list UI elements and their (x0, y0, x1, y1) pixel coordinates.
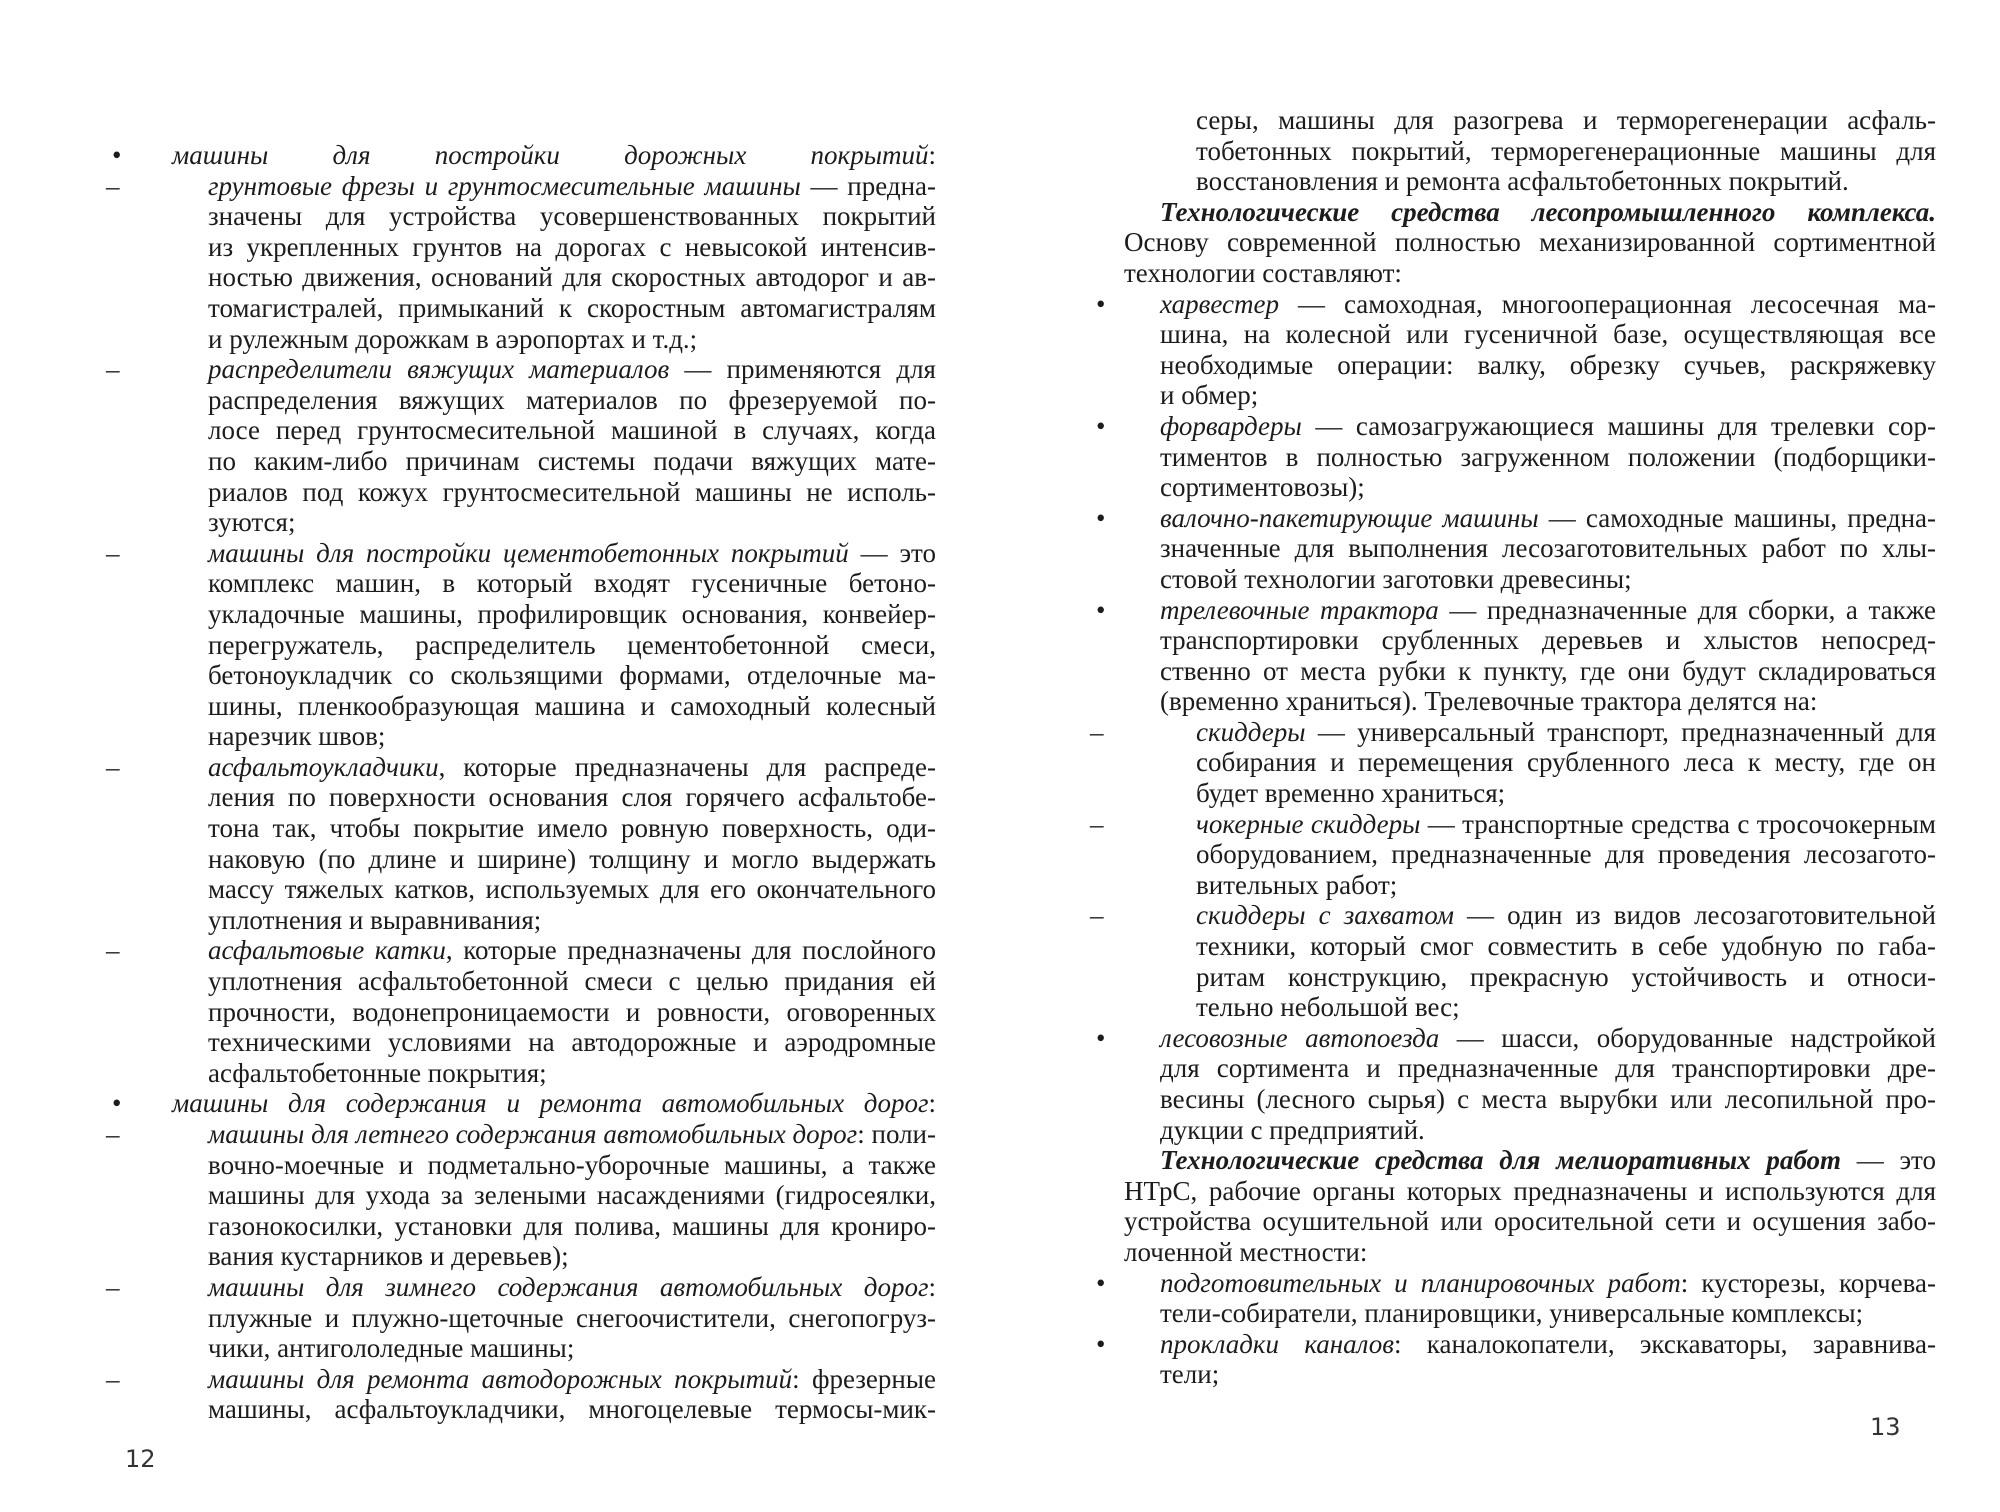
body-text: и обмер; (1160, 380, 1259, 411)
body-text: массу тяжелых катков, используемых для его окончательного (208, 874, 936, 905)
text-line (140, 874, 936, 905)
body-text: восстановления и ремонта асфальтобетонных покрытий. (1196, 166, 1849, 197)
body-text: серы, машины для разогрева и терморегенерации асфаль- (1196, 105, 1936, 135)
emphasis-text: подготовительных и планировочных работ (1160, 1267, 1681, 1298)
text-line (1124, 197, 1936, 228)
text-line (1124, 992, 1936, 1023)
text-line (1124, 380, 1936, 411)
emphasis-text: грунтовые фрезы и грунтосмесительные машины (208, 170, 801, 201)
body-text: лоченной местности: (1124, 1236, 1368, 1267)
text-line (1124, 1176, 1936, 1207)
body-text: дукции с предприятий. (1160, 1114, 1425, 1145)
dash-marker: – (1090, 808, 1104, 839)
dash-marker: – (1090, 716, 1104, 747)
body-text: тели-собиратели, планировщики, универсальные комплексы; (1160, 1298, 1864, 1329)
text-line (140, 1150, 936, 1181)
body-text: плужные и плужно-щеточные снегоочистители, снегопогруз- (208, 1302, 936, 1333)
page-number-left: 12 (125, 1445, 156, 1473)
body-text: сортиментовозы); (1160, 472, 1365, 503)
text-line (1124, 1359, 1936, 1390)
body-text: весины (лесного сырья) с места вырубки или лесопильной про- (1160, 1084, 1936, 1114)
body-text: ления по поверхности основания слоя горячего асфальтобе- (208, 782, 936, 813)
text-line (1124, 1206, 1936, 1237)
text-line (1124, 564, 1936, 595)
text-line (1124, 931, 1936, 962)
text-line (140, 1333, 936, 1364)
text-line (1096, 288, 1936, 320)
body-text: и рулежным дорожкам в аэропортах и т.д.; (208, 323, 698, 354)
body-text: значенные для выполнения лесозаготовительных работ по хлы- (1160, 533, 1936, 564)
text-line (1124, 442, 1936, 473)
text-line (140, 568, 936, 599)
emphasis-text: машины для постройки цементобетонных покрытий (208, 537, 849, 568)
body-text: : фрезерные (792, 1363, 936, 1394)
body-text: — самоходная, многооперационная лесосечная ма- (1278, 288, 1936, 319)
text-line (1096, 502, 1937, 534)
body-text: чики, антигололедные машины; (208, 1333, 575, 1364)
emphasis-text: валочно-пакетирующие машины (1160, 502, 1539, 533)
body-text: : кусторезы, корчева- (1680, 1267, 1936, 1298)
text-line (140, 1211, 936, 1242)
body-text: вочно-моечные и подметально-уборочные машины, а также (208, 1149, 936, 1180)
body-text: ритам конструкцию, прекрасную устойчивость и относи- (1196, 961, 1936, 992)
right-page (1000, 0, 2000, 1512)
body-text: (временно храниться). Трелевочные трактора делятся на: (1160, 686, 1818, 717)
text-line (112, 140, 936, 171)
body-text: тели; (1160, 1359, 1220, 1390)
text-line (1124, 686, 1936, 717)
body-text: ностью движения, оснований для скоростных автодорог и ав- (208, 262, 936, 293)
body-text: машины, асфальтоукладчики, многоцелевые термосы-мик- (208, 1394, 936, 1425)
bullet-marker: • (1096, 594, 1106, 625)
text-line (106, 354, 936, 385)
body-text: Основу современной полностью механизированной сортиментной (1124, 227, 1936, 258)
emphasis-text: харвестер (1160, 288, 1279, 319)
text-line (1124, 1084, 1936, 1115)
text-line (1124, 656, 1936, 687)
body-text: техническими условиями на автодорожные и аэродромные (208, 1027, 936, 1058)
body-text: риалов под кожух грунтосмесительной машины не исполь- (208, 476, 936, 507)
text-line (106, 1363, 936, 1395)
text-line (140, 844, 936, 875)
bullet-marker: • (1096, 502, 1106, 533)
body-text: — это (848, 537, 936, 568)
emphasis-text: форвардеры (1160, 410, 1302, 441)
text-line (1124, 227, 1936, 258)
body-text: уплотнения и выравнивания; (208, 904, 542, 935)
body-text: асфальтобетонные покрытия; (208, 1057, 547, 1088)
body-text: : поли- (857, 1119, 936, 1149)
body-text: — применяются для (669, 354, 936, 385)
text-line (140, 1027, 936, 1058)
body-text: , которые предназначены для послойного (445, 935, 937, 966)
emphasis-text: Технологические средства лесопромышленного комплекса. (1160, 196, 1936, 227)
text-line (140, 477, 936, 508)
text-line (140, 905, 936, 936)
body-text: : (928, 140, 936, 170)
left-page-text (106, 140, 937, 1425)
body-text: уплотнения асфальтобетонной смеси с целью придания ей (208, 966, 936, 997)
body-text: тобетонных покрытий, терморегенерационные машины для (1196, 135, 1936, 166)
text-line (1090, 808, 1937, 840)
text-line (140, 1241, 936, 1272)
bullet-marker: • (112, 1088, 122, 1119)
body-text: вания кустарников и деревьев); (208, 1241, 569, 1272)
dash-marker: – (106, 751, 120, 782)
body-text: : каналокопатели, экскаваторы, заравнива- (1394, 1328, 1936, 1359)
body-text: шина, на колесной или гусеничной базе, осуществляющая все (1160, 319, 1936, 350)
body-text: — предназначенные для сборки, а также (1438, 594, 1936, 625)
text-line (106, 1271, 936, 1303)
body-text: нарезчик швов; (208, 721, 386, 752)
emphasis-text: трелевочные трактора (1160, 594, 1439, 625)
emphasis-text: прокладки каналов (1160, 1328, 1395, 1359)
text-line (140, 415, 936, 446)
text-line (1124, 1115, 1936, 1146)
body-text: по каким-либо причинам системы подачи вяжущих мате- (208, 445, 936, 476)
body-text: вительных работ; (1196, 869, 1398, 900)
body-text: шины, пленкообразующая машина и самоходный колесный (208, 690, 936, 721)
body-text: тиментов в полностью загруженном положении (подборщики- (1160, 441, 1936, 472)
text-line (140, 385, 936, 416)
body-text: для сортимента и предназначенные для транспортировки дре- (1160, 1053, 1936, 1084)
body-text: укладочные машины, профилировщик основания, конвейер- (208, 598, 936, 629)
text-line (140, 446, 936, 477)
text-line (1124, 350, 1936, 381)
text-line (140, 813, 936, 844)
text-line (1124, 319, 1936, 350)
bullet-marker: • (1096, 1267, 1106, 1298)
text-line (140, 232, 936, 263)
bullet-marker: • (1096, 1328, 1106, 1359)
text-line (1124, 472, 1936, 503)
body-text: тона так, чтобы покрытие имело ровную поверхность, оди- (208, 813, 936, 844)
body-text: оборудованием, предназначенные для проведения лесозаготo- (1196, 839, 1936, 870)
text-line (1124, 870, 1936, 901)
body-text: будет временно храниться; (1196, 778, 1506, 809)
emphasis-text: скиддеры (1196, 716, 1306, 747)
text-line (1096, 594, 1936, 626)
text-line (140, 1180, 936, 1211)
text-line (1124, 1237, 1936, 1268)
text-line (140, 262, 936, 293)
text-line (1124, 747, 1936, 778)
emphasis-text: асфальтовые катки (208, 935, 446, 966)
dash-marker: – (106, 537, 120, 568)
text-line (1124, 1053, 1936, 1084)
text-line (140, 997, 936, 1028)
text-line (106, 170, 936, 202)
emphasis-text: машины для постройки дорожных покрытий (172, 140, 929, 170)
text-line (140, 599, 936, 630)
body-text: : (928, 1088, 936, 1119)
text-line (112, 1088, 936, 1119)
body-text: — шасси, оборудованные надстройкой (1439, 1022, 1936, 1053)
body-text: перегружатель, распределитель цементобетонной смеси, (208, 629, 936, 660)
text-line (1096, 1328, 1936, 1360)
body-text: — самоходные машины, предна- (1538, 502, 1937, 533)
body-text: бетоноукладчик со скользящими формами, отделочные ма- (208, 660, 936, 691)
text-line (1090, 900, 1936, 931)
emphasis-text: машины для зимнего содержания автомобильных дорог (208, 1271, 929, 1302)
emphasis-text: распределители вяжущих материалов (208, 354, 670, 385)
page-number-right: 13 (1870, 1413, 1901, 1441)
body-text: — предна- (800, 170, 936, 201)
emphasis-text: асфальтоукладчики (208, 751, 439, 782)
body-text: стовой технологии заготовки древесины; (1160, 563, 1632, 594)
body-text: ственно от места рубки к пункту, где они будут складироваться (1160, 655, 1936, 686)
text-line (140, 782, 936, 813)
body-text: — это (1841, 1145, 1936, 1176)
text-line (140, 507, 936, 538)
emphasis-text: чокерные скиддеры (1196, 808, 1421, 839)
body-text: из укрепленных грунтов на дорогах с невысокой интенсив- (208, 231, 936, 262)
body-text: транспортировки срубленных деревьев и хлыстов непосред- (1160, 625, 1936, 656)
bullet-marker: • (1096, 288, 1106, 319)
text-line (1124, 166, 1936, 197)
text-line (140, 201, 936, 232)
text-line (106, 935, 937, 966)
text-line (140, 1394, 936, 1425)
text-line (140, 324, 936, 355)
body-text: : (928, 1271, 936, 1302)
emphasis-text: машины для ремонта автодорожных покрытий (208, 1363, 793, 1394)
dash-marker: – (106, 170, 120, 201)
body-text: — один из видов лесозаготовительной (1453, 900, 1936, 931)
body-text: собирания и перемещения срубленного леса к месту, где он (1196, 747, 1936, 778)
body-text: технологии составляют: (1124, 257, 1402, 288)
bullet-marker: • (112, 140, 122, 170)
body-text: распределения вяжущих материалов по фрезеруемой по- (208, 384, 936, 415)
body-text: машины для ухода за зелеными насаждениями (гидросеялки, (208, 1180, 936, 1211)
body-text: томагистралей, примыканий к скоростным автомагистралям (208, 292, 936, 323)
text-line (140, 721, 936, 752)
dash-marker: – (106, 1271, 120, 1302)
text-line (1090, 716, 1936, 748)
text-line (1124, 136, 1936, 167)
bullet-marker: • (1096, 1022, 1106, 1053)
text-line (1096, 1022, 1936, 1054)
text-line (1124, 533, 1936, 564)
text-line (1124, 1145, 1936, 1176)
body-text: тельно небольшой вес; (1196, 992, 1460, 1023)
text-line (1124, 258, 1936, 289)
text-line (140, 691, 936, 722)
body-text: техники, который смог совместить в себе удобную по габа- (1196, 931, 1936, 962)
body-text: значены для устройства усовершенствованных покрытий (208, 201, 936, 232)
body-text: НТрС, рабочие органы которых предназначены и используются для (1124, 1175, 1936, 1206)
text-line (1124, 962, 1936, 993)
text-line (1124, 839, 1936, 870)
dash-marker: – (106, 935, 120, 966)
text-line (1124, 778, 1936, 809)
body-text: газонокосилки, установки для полива, машины для крониро- (208, 1210, 936, 1241)
body-text: зуются; (208, 507, 296, 538)
text-line (1096, 410, 1936, 442)
body-text: устройства осушительной или оросительной сети и осушения забо- (1124, 1206, 1936, 1237)
body-text: комплекс машин, в который входят гусеничные бетоно- (208, 568, 936, 599)
body-text: — транспортные средства с тросочокерным (1420, 808, 1937, 839)
text-line (140, 966, 936, 997)
text-line (1124, 105, 1936, 136)
body-text: , которые предназначены для распреде- (438, 751, 936, 782)
body-text: необходимые операции: валку, обрезку сучьев, раскряжевку (1160, 349, 1936, 380)
text-line (106, 751, 936, 783)
text-line (106, 537, 936, 569)
body-text: прочности, водонепроницаемости и ровности, оговоренных (208, 996, 936, 1027)
body-text: лосе перед грунтосмесительной машиной в случаях, когда (208, 415, 936, 446)
body-text: — самозагружающиеся машины для трелевки сор- (1301, 410, 1936, 441)
body-text: — универсальный транспорт, предназначенный для (1305, 716, 1936, 747)
dash-marker: – (106, 1119, 120, 1149)
emphasis-text: машины для содержания и ремонта автомобильных дорог (172, 1088, 929, 1119)
emphasis-text: машины для летнего содержания автомобильных дорог (208, 1119, 858, 1149)
text-line (140, 630, 936, 661)
text-line (140, 1058, 936, 1089)
text-line (1124, 625, 1936, 656)
text-line (140, 1303, 936, 1334)
right-page-text (1090, 105, 1937, 1390)
text-line (140, 293, 936, 324)
emphasis-text: лесовозные автопоезда (1160, 1022, 1440, 1053)
dash-marker: – (106, 354, 120, 385)
text-line (1124, 1298, 1936, 1329)
text-line (1096, 1267, 1936, 1299)
text-line (140, 660, 936, 691)
text-line (106, 1119, 936, 1150)
emphasis-text: Технологические средства для мелиоративных работ (1160, 1145, 1841, 1176)
dash-marker: – (1090, 900, 1104, 931)
emphasis-text: скиддеры с захватом (1196, 900, 1454, 931)
dash-marker: – (106, 1363, 120, 1394)
bullet-marker: • (1096, 410, 1106, 441)
body-text: наковую (по длине и ширине) толщину и могло выдержать (208, 843, 936, 874)
